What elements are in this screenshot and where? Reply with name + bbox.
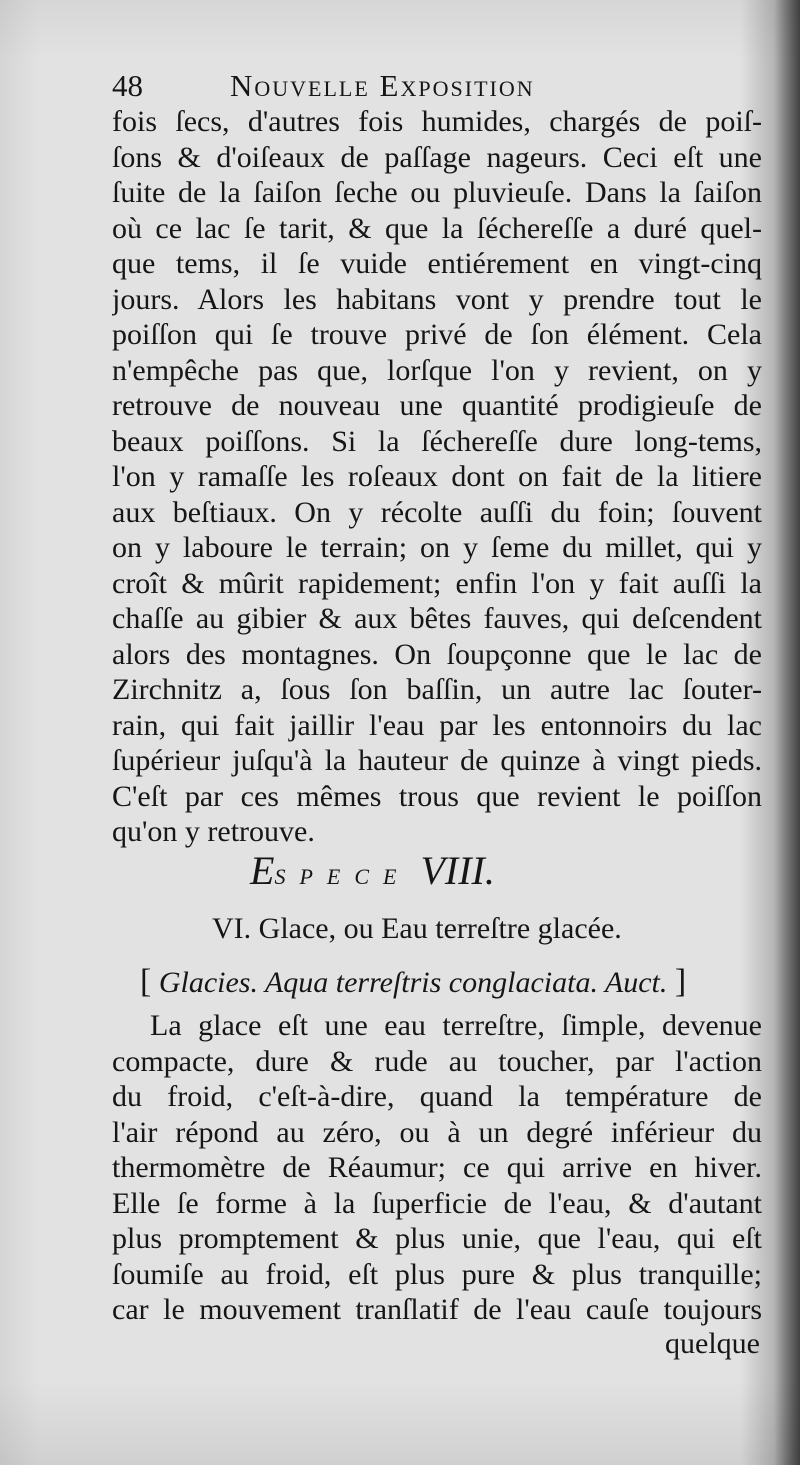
text-line: l'air répond au zéro, ou à un degré inférieur du — [112, 1115, 762, 1149]
espece-word: SPECE — [274, 864, 411, 889]
text-line: ſons & d'oiſeaux de paſſage nageurs. Ceci eſt une — [112, 140, 762, 174]
text-line: qu'on y retrouve. — [112, 815, 315, 848]
close-bracket: ] — [674, 963, 687, 1000]
text-line: aux beſtiaux. On y récolte auſſi du foin; ſouvent — [112, 495, 762, 529]
text-line: Zirchnitz a, ſous ſon baſſin, un autre lac ſouter- — [112, 673, 762, 706]
text-line: beaux poiſſons. Si la ſéchereſſe dure long-tems, — [112, 424, 762, 458]
text-line: n'empêche pas que, lorſque l'on y revient, on y — [112, 353, 762, 387]
text-line: ſoumiſe au froid, eſt plus pure & plus tranquille; — [112, 1257, 762, 1291]
catchword: quelque — [665, 1327, 760, 1360]
text-line: car le mouvement tranſlatif de l'eau cauſe toujours — [112, 1293, 762, 1326]
text-line: que tems, il ſe vuide entiérement en vingt-cinq — [112, 247, 762, 280]
text-line: ſuite de la ſaiſon ſeche ou pluvieuſe. Dans la ſaiſon — [112, 176, 762, 209]
section-heading: VI. Glace, ou Eau terreſtre glacée. — [212, 912, 622, 945]
text-line: jours. Alors les habitans vont y prendre tout le — [112, 282, 762, 316]
latin-text: Glacies. Aqua terreſtris conglaciata. Auct. — [158, 966, 668, 999]
espece-initial: E — [250, 848, 275, 893]
text-line: du froid, c'eſt-à-dire, quand la température de — [112, 1080, 762, 1113]
espece-heading — [250, 848, 650, 894]
text-line: C'eſt par ces mêmes trous que revient le poiſſon — [112, 779, 762, 813]
text-line: Elle ſe forme à la ſuperficie de l'eau, & d'autant — [112, 1186, 762, 1220]
text-line: compacte, dure & rude au toucher, par l'action — [112, 1044, 762, 1078]
text-line: où ce lac ſe tarit, & que la ſécherеſſe a duré quel- — [112, 211, 762, 245]
paragraph-ice — [112, 1008, 762, 1328]
text-line: La glace eſt une eau terreſtre, ſimple, devenue — [150, 1009, 762, 1042]
running-head — [112, 66, 752, 106]
text-line: rain, qui fait jaillir l'eau par les entonnoirs du lac — [112, 708, 762, 742]
text-line: chaſſe au gibier & aux bêtes fauves, qui deſcendent — [112, 602, 762, 635]
text-line: fois ſecs, d'autres fois humides, chargés de poiſ- — [112, 105, 762, 138]
binding-shadow — [774, 0, 800, 1465]
text-line: alors des montagnes. On ſoupçonne que le lac de — [112, 637, 762, 671]
running-title: Nouvelle Exposition — [230, 68, 535, 103]
text-line: croît & mûrit rapidement; enfin l'on y fait auſſi la — [112, 566, 762, 600]
text-line: thermomètre de Réaumur; ce qui arrive en hiver. — [112, 1151, 762, 1184]
text-line: poiſſon qui ſe trouve privé de ſon élément. Cela — [112, 318, 762, 351]
paragraph-lake-zirchnitz — [112, 104, 762, 850]
text-line: ſupérieur juſqu'à la hauteur de quinze à vingt pieds. — [112, 744, 762, 777]
text-line: retrouve de nouveau une quantité prodigieuſe de — [112, 389, 762, 422]
text-line: l'on y ramaſſe les roſeaux dont on fait de la litiere — [112, 460, 762, 493]
page-number: 48 — [112, 68, 143, 103]
espece-numeral: VIII. — [420, 848, 495, 893]
latin-name — [140, 962, 760, 1002]
open-bracket: [ — [140, 963, 152, 1000]
text-line: plus promptement & plus unie, que l'eau, qui eſt — [112, 1222, 762, 1255]
text-line: on y laboure le terrain; on y ſeme du millet, qui y — [112, 531, 762, 564]
